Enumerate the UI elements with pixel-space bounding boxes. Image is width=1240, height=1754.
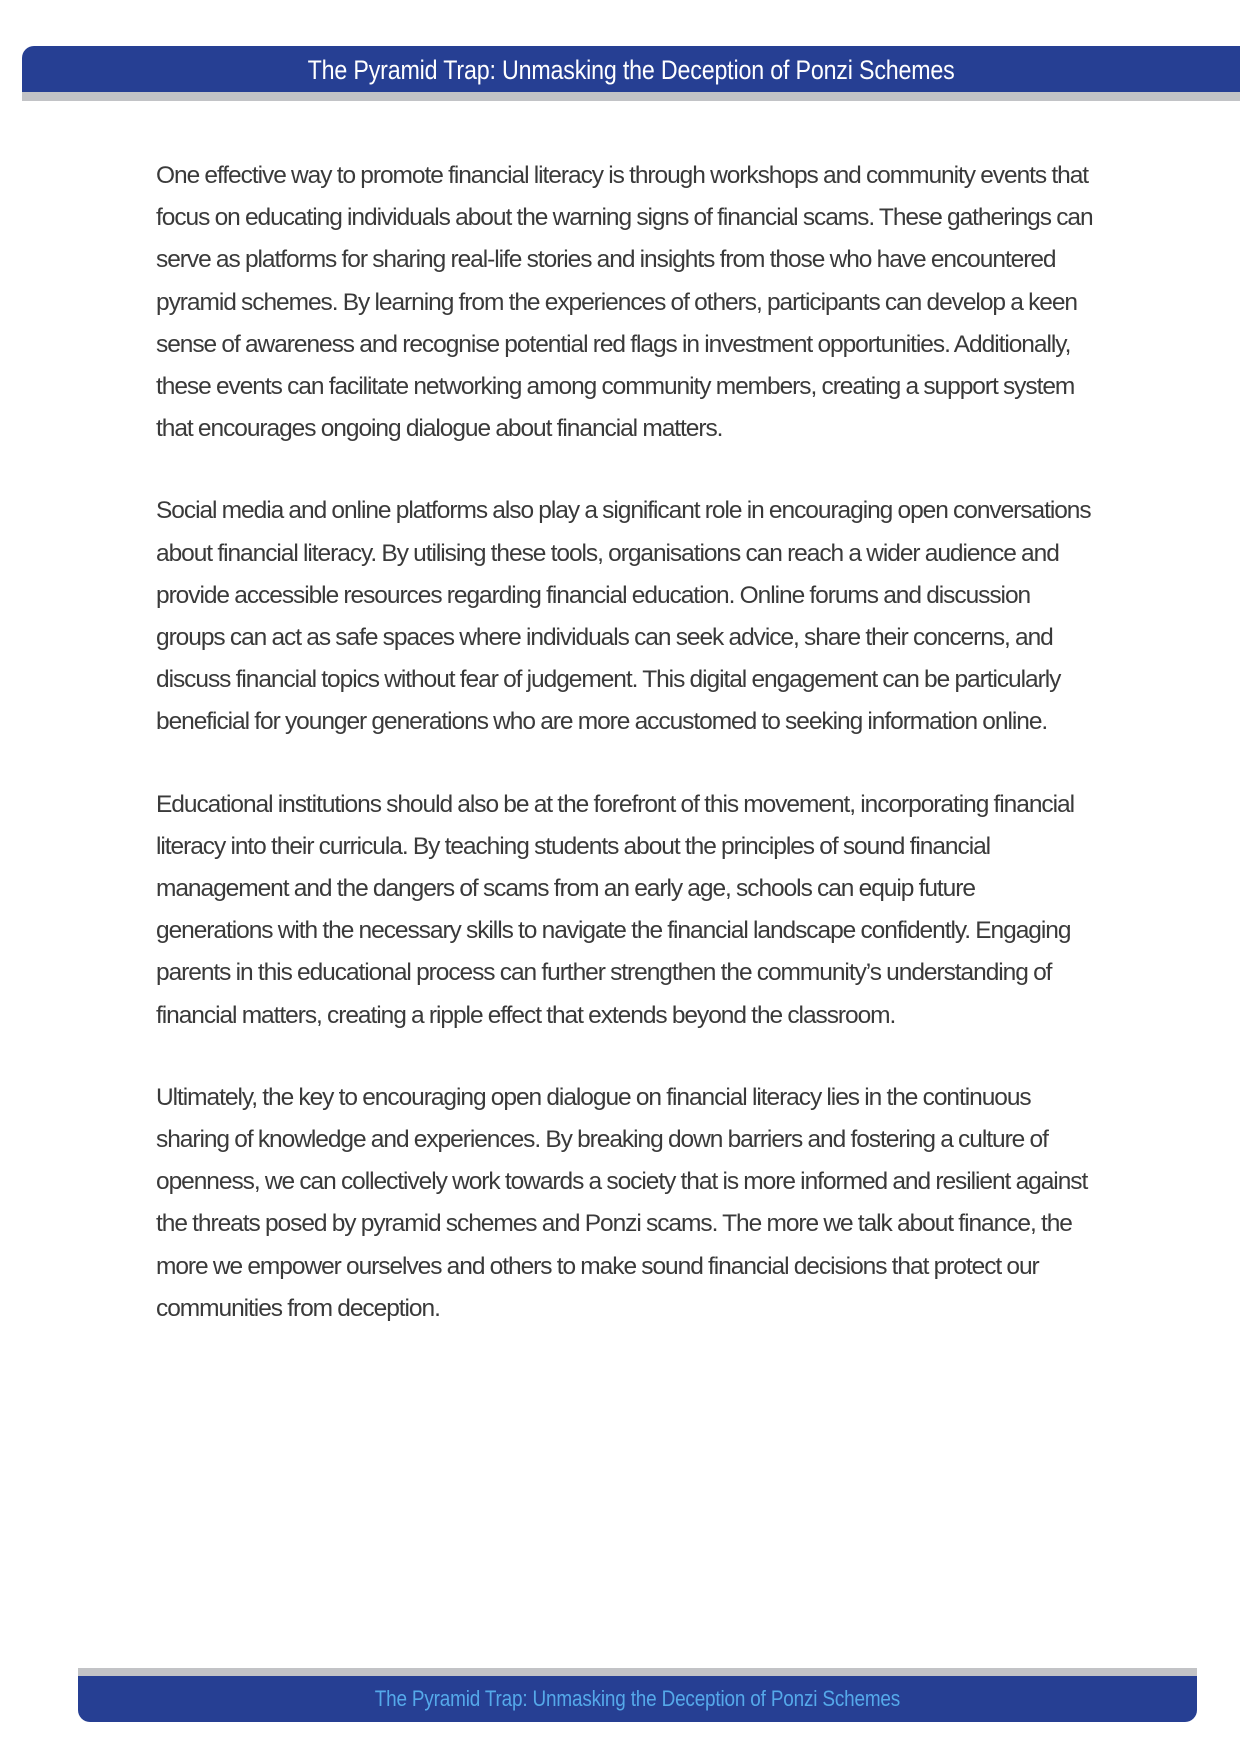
paragraph-3: Educational institutions should also be at the forefront of this movement, incorporating financial literacy into their curricula. By teaching students about the principles of sound financial management and the dangers of scams from an early age, schools can equip future generations with the necessary skills to navigate the financial landscape confidently. Engaging parents in this educational process can further strengthen the community’s understanding of financial matters, creating a ripple effect that extends beyond the classroom. [156, 790, 1074, 1029]
footer-title: The Pyramid Trap: Unmasking the Deception of Ponzi Schemes [374, 1686, 901, 1711]
document-body [156, 155, 1096, 1370]
header-bar [22, 46, 1240, 101]
paragraph-1: One effective way to promote financial literacy is through workshops and community events that focus on educating individuals about the warning signs of financial scams. These gatherings can serve as platforms for sharing real-life stories and insights from those who have encountered pyramid schemes. By learning from the experiences of others, participants can develop a keen sense of awareness and recognise potential red flags in investment opportunities. Additionally, these events can facilitate networking among community members, creating a support system that encourages ongoing dialogue about financial matters. [156, 162, 1093, 443]
footer-bar [78, 1668, 1197, 1722]
paragraph-2: Social media and online platforms also play a significant role in encouraging open conversations about financial literacy. By utilising these tools, organisations can reach a wider audience and provide accessible resources regarding financial education. Online forums and discussion groups can act as safe spaces where individuals can seek advice, share their concerns, and discuss financial topics without fear of judgement. This digital engagement can be particularly beneficial for younger generations who are more accustomed to seeking information online. [156, 497, 1091, 736]
paragraph-4: Ultimately, the key to encouraging open dialogue on financial literacy lies in the continuous sharing of knowledge and experiences. By breaking down barriers and fostering a culture of openness, we can collectively work towards a society that is more informed and resilient against the threats posed by pyramid schemes and Ponzi scams. The more we talk about finance, the more we empower ourselves and others to make sound financial decisions that protect our communities from deception. [156, 1083, 1088, 1322]
header-title: The Pyramid Trap: Unmasking the Deception of Ponzi Schemes [307, 54, 955, 85]
